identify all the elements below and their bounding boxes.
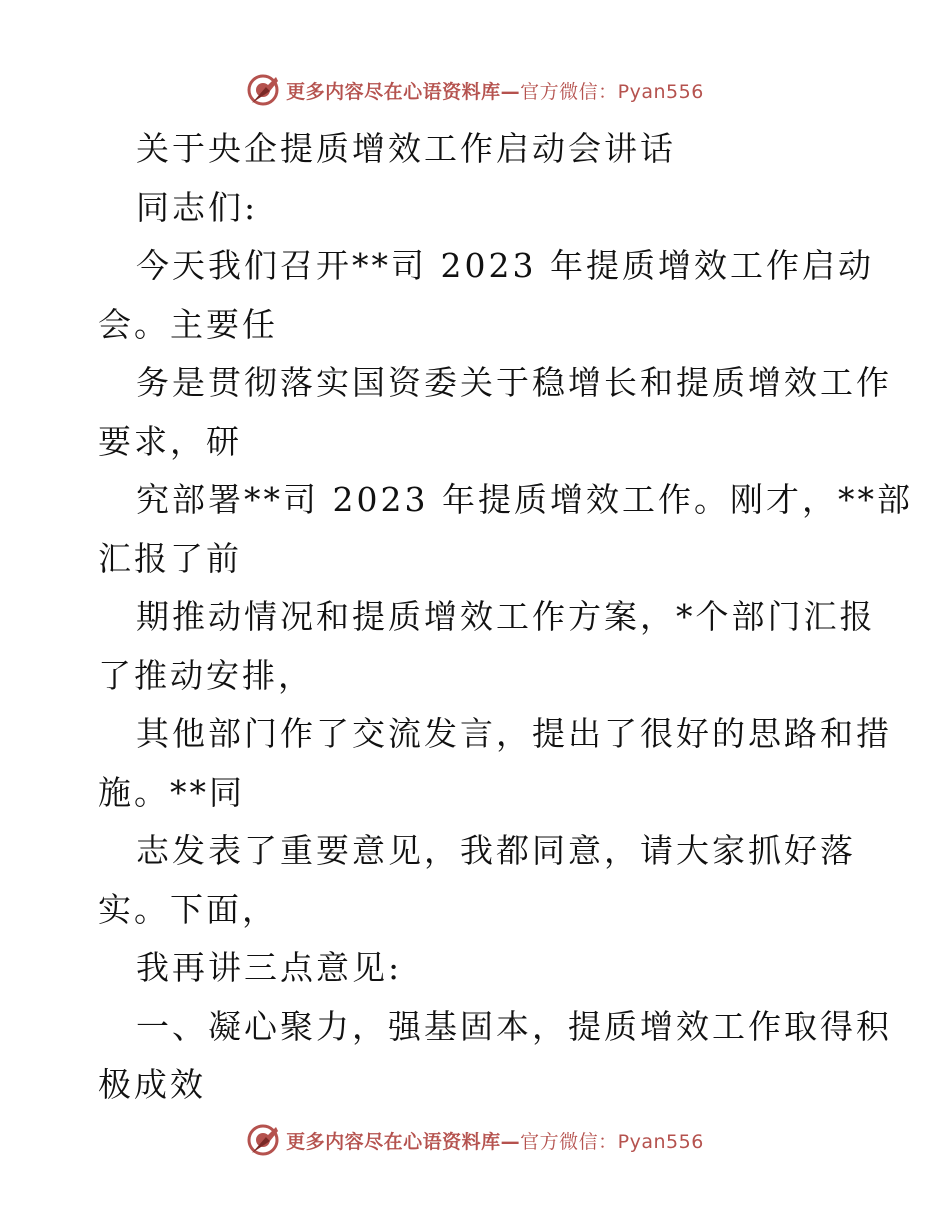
document-body [98,120,913,1115]
paragraph-line: 要求，研 [98,421,242,461]
paragraph-line: 会。主要任 [98,304,278,344]
paragraph-line: 志发表了重要意见，我都同意，请大家抓好落 [136,831,856,870]
section-heading: 一、凝心聚力，强基固本，提质增效工作取得积 [136,1006,892,1046]
watermark-site: 更多内容尽在心语资料库 [286,1130,501,1153]
paragraph-line: 施。**同 [98,772,245,812]
footer-watermark [0,1120,950,1160]
watermark-wechat: 官方微信：Pyan556 [520,1130,704,1153]
watermark-dash: — [500,1130,521,1153]
pen-logo-icon [246,73,280,107]
watermark-dash: — [500,80,521,103]
doc-title: 关于央企提质增效工作启动会讲话 [136,129,676,168]
watermark-text [286,1127,704,1154]
paragraph-line: 我再讲三点意见: [136,948,403,987]
paragraph-line: 了推动安排， [98,655,314,695]
watermark-wechat: 官方微信：Pyan556 [520,80,704,103]
watermark-text [286,77,704,104]
salutation: 同志们: [136,187,259,227]
paragraph-line: 其他部门作了交流发言，提出了很好的思路和措 [136,714,892,753]
paragraph-line: 汇报了前 [98,538,242,578]
section-heading-cont: 极成效 [98,1065,206,1104]
paragraph-line: 今天我们召开**司 2023 年提质增效工作启动 [136,246,874,285]
paragraph-line: 究部署**司 2023 年提质增效工作。刚才，**部 [136,480,913,519]
paragraph-line: 实。下面， [98,889,278,929]
paragraph-line: 务是贯彻落实国资委关于稳增长和提质增效工作 [136,363,892,402]
paragraph-line: 期推动情况和提质增效工作方案，*个部门汇报 [136,597,876,636]
watermark-site: 更多内容尽在心语资料库 [286,80,501,103]
pen-logo-icon [246,1123,280,1157]
header-watermark [0,70,950,110]
